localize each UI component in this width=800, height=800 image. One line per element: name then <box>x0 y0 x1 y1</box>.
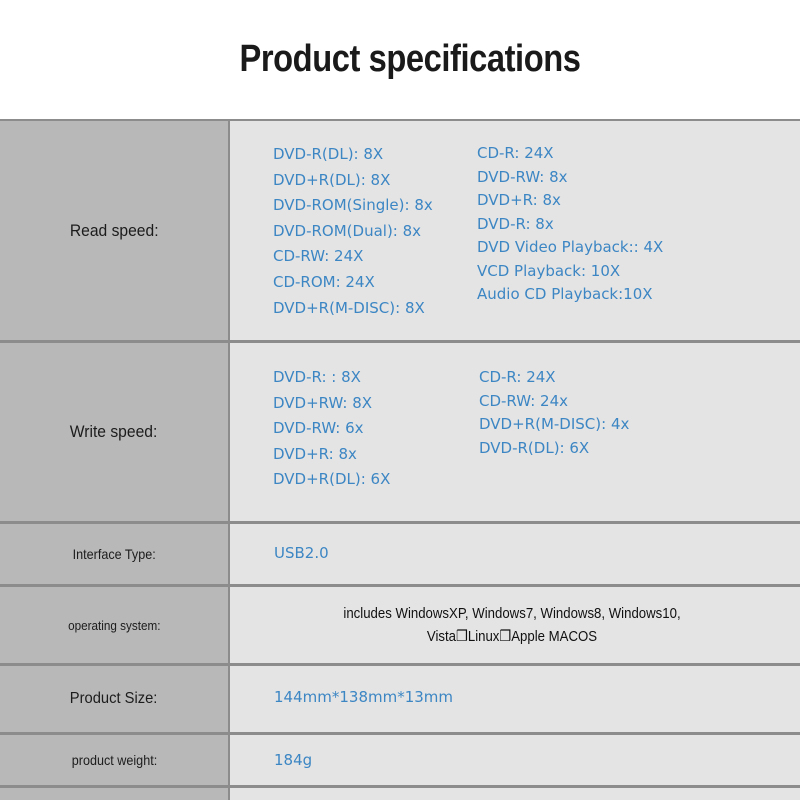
write-spec-item: DVD+R: 8x <box>273 444 357 463</box>
product-weight-label: product weight: <box>0 735 228 785</box>
read-spec-item: DVD-ROM(Dual): 8x <box>273 221 422 240</box>
write-spec-item: DVD+R(DL): 6X <box>273 470 391 488</box>
product-size-label: Product Size: <box>0 666 228 732</box>
write-speed-col-1 <box>273 368 390 496</box>
interface-type-value: USB2.0 <box>274 544 329 562</box>
write-spec-item: DVD+RW: 8X <box>273 393 373 412</box>
row-product-size <box>0 666 800 732</box>
row-operating-system <box>0 587 800 663</box>
partial-row-value <box>230 788 800 800</box>
read-spec-item: DVD-RW: 8x <box>477 167 568 186</box>
write-spec-item: DVD-R(DL): 6X <box>479 439 590 458</box>
read-spec-item: DVD+R: 8x <box>477 191 561 209</box>
write-speed-col-2 <box>479 368 629 463</box>
read-spec-item: DVD-R(DL): 8X <box>273 145 384 163</box>
read-spec-item: CD-RW: 24X <box>273 247 364 266</box>
read-speed-col-2 <box>477 144 663 309</box>
operating-system-value-cell <box>230 587 800 663</box>
operating-system-label: operating system: <box>0 587 228 663</box>
read-spec-item: DVD+R(M-DISC): 8X <box>273 298 425 317</box>
operating-system-line-1: includes WindowsXP, Windows7, Windows8, Windows10, <box>343 605 681 622</box>
operating-system-line-2: Vista❒Linux❒Apple MACOS <box>426 628 598 645</box>
product-size-value-cell <box>230 666 800 732</box>
write-speed-label: Write speed: <box>0 343 228 521</box>
read-speed-label: Read speed: <box>0 121 228 340</box>
write-spec-item: CD-R: 24X <box>479 368 556 386</box>
read-spec-item: Audio CD Playback:10X <box>477 285 653 303</box>
read-spec-item: DVD-R: 8x <box>477 214 554 233</box>
read-spec-item: DVD-ROM(Single): 8x <box>273 196 433 215</box>
spec-table <box>0 119 800 800</box>
row-read-speed <box>0 121 800 340</box>
read-speed-col-1 <box>273 145 433 324</box>
row-partial <box>0 788 800 800</box>
write-speed-values <box>230 343 800 521</box>
row-write-speed <box>0 343 800 521</box>
row-interface-type <box>0 524 800 584</box>
write-spec-item: CD-RW: 24x <box>479 391 568 410</box>
partial-row-label <box>0 788 228 800</box>
product-weight-value-cell <box>230 735 800 785</box>
product-weight-value: 184g <box>274 751 313 769</box>
row-product-weight <box>0 735 800 785</box>
interface-type-label: Interface Type: <box>0 524 228 584</box>
write-spec-item: DVD-RW: 6x <box>273 419 364 437</box>
read-spec-item: VCD Playback: 10X <box>477 261 621 280</box>
product-size-value: 144mm*138mm*13mm <box>274 688 454 706</box>
read-speed-values <box>230 121 800 340</box>
write-spec-item: DVD+R(M-DISC): 4x <box>479 415 630 434</box>
page-title: Product specifications <box>239 38 581 80</box>
write-spec-item: DVD-R: : 8X <box>273 368 361 386</box>
read-spec-item: DVD+R(DL): 8X <box>273 170 391 189</box>
read-spec-item: DVD Video Playback:: 4X <box>477 238 664 256</box>
read-spec-item: CD-ROM: 24X <box>273 272 375 291</box>
interface-type-value-cell <box>230 524 800 584</box>
read-spec-item: CD-R: 24X <box>477 144 554 162</box>
